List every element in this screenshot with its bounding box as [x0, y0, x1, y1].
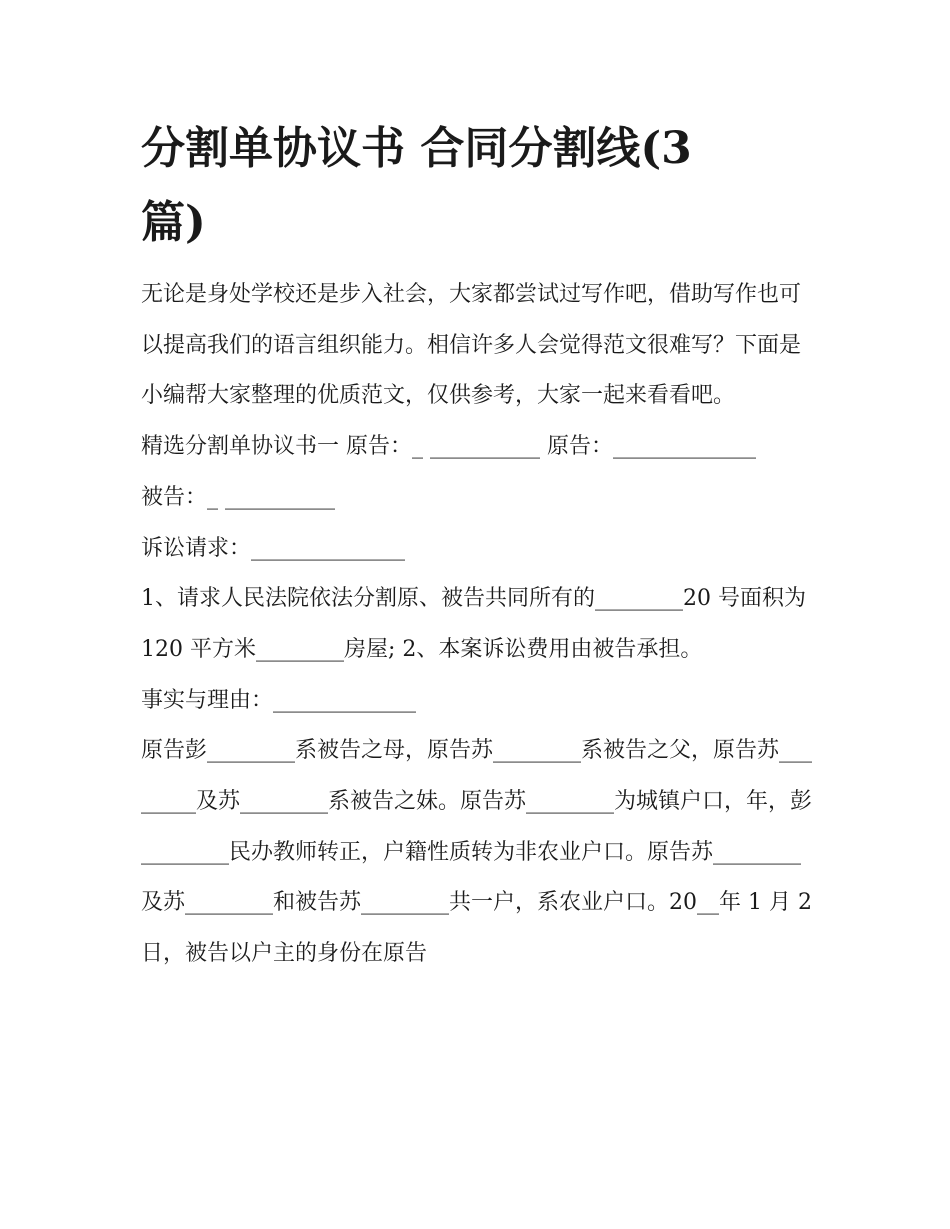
facts-heading: 事实与理由：_____________ [141, 687, 417, 713]
title-line-1: 分割单协议书 合同分割线(3 [141, 123, 692, 174]
facts-paragraph: 原告彭________系被告之母，原告苏________系被告之父，原告苏________及苏________系被告之妹。原告苏________为城镇户口，年，彭________民办教师转正，户籍性质转为非农业户口。原告苏________及苏________和被告苏________共一户，系农业户口。20__年 1 月 2 日，被告以户主的身份在原告 [141, 738, 813, 967]
claims-paragraph: 1、请求人民法院依法分割原、被告共同所有的________20 号面积为 120 平方米________房屋; 2、本案诉讼费用由被告承担。 [141, 586, 806, 662]
claims-heading: 诉讼请求：______________ [141, 535, 406, 561]
title-line-2: 篇) [141, 197, 206, 248]
plaintiff-line: 精选分割单协议书一 原告：_ __________ 原告：_____________ [141, 434, 756, 460]
defendant-line: 被告：_ __________ [141, 484, 335, 510]
document-title [141, 112, 813, 260]
intro-paragraph: 无论是身处学校还是步入社会，大家都尝试过写作吧，借助写作也可以提高我们的语言组织能力。相信许多人会觉得范文很难写？下面是小编帮大家整理的优质范文，仅供参考，大家一起来看看吧。 [141, 282, 802, 409]
document-page [141, 112, 813, 980]
